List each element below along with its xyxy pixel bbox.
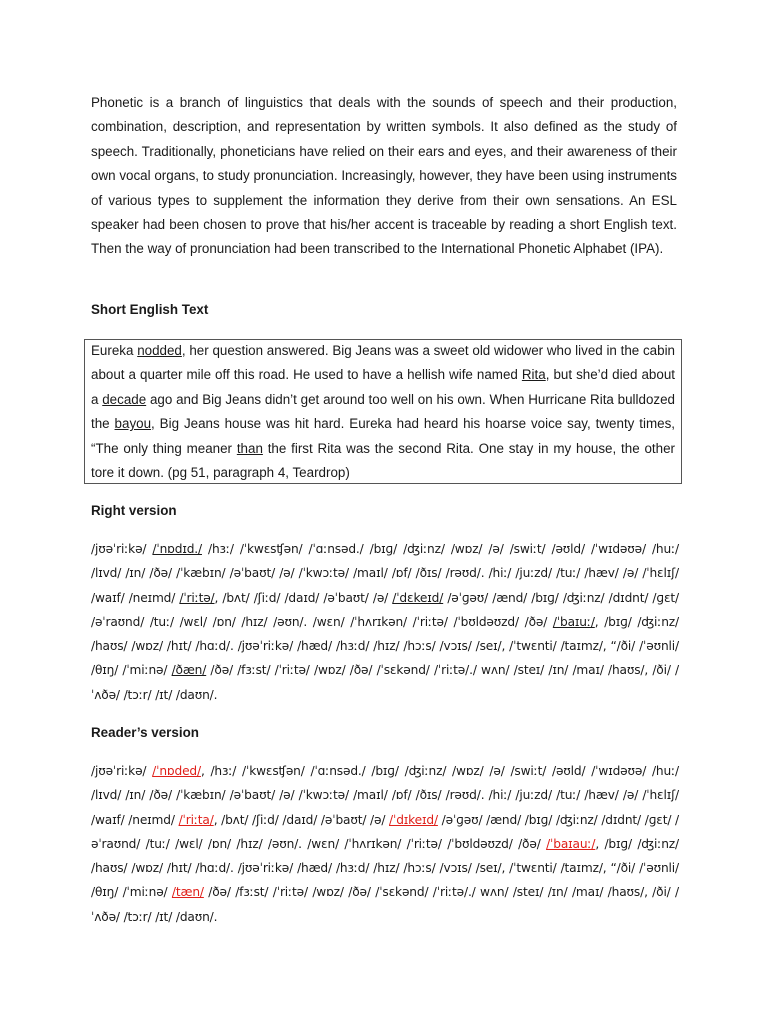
ipa-segment: /jʊəˈriːkə/: [91, 542, 153, 556]
ipa-segment: , /hɜː/ /ˈkwɛsʧən/ /ˈɑːnsəd./ /bɪɡ/ /ʤiːnz/ /wɒz/ /ə/ /swiːt/ /əʊld/ /ˈwɪdəʊə/ /huː/ /lɪvd/ /ɪn/ /ðə/ /ˈkæbɪn/ /əˈbaʊt/ /ə/ /ˈkwɔːtə/ /maɪl/ /ɒf/ /ðɪs/ /rəʊd/. /hiː/ /juːzd/ /tuː/ /hæv/ /ə/ /ˈhɛlɪʃ/ /waɪf/ /neɪmd/: [91, 764, 679, 827]
text-segment: , Big Jeans house was hit hard. Eureka had heard his hoarse voice say, twenty times, “The only thing meaner: [91, 416, 675, 456]
ipa-segment: /ðə/ /fɜːst/ /ˈriːtə/ /wɒz/ /ðə/ /ˈsɛkənd/ /ˈriːtə/./ wʌn/ /steɪ/ /ɪn/ /maɪ/ /haʊs/, /ði/ /ˈʌðə/ /tɔːr/ /ɪt/ /daʊn/.: [91, 663, 679, 702]
ipa-underlined-bayou: /ˈbaɪuː/: [552, 614, 595, 629]
text-segment: Eureka: [91, 343, 138, 358]
short-text-box: [84, 339, 682, 484]
ipa-error-nodded: /ˈnɒded/: [152, 764, 201, 778]
underlined-word-than: than: [236, 440, 263, 456]
right-version-heading: Right version: [91, 503, 177, 518]
underlined-word-decade: decade: [102, 391, 147, 407]
right-version-transcription: [91, 537, 679, 707]
ipa-error-bayou: /ˈbaɪauː/: [546, 836, 596, 851]
readers-version-heading: Reader’s version: [91, 725, 199, 740]
underlined-word-nodded: nodded: [137, 343, 182, 358]
ipa-segment: , /bʌt/ /ʃiːd/ /daɪd/ /əˈbaʊt/ /ə/: [213, 812, 390, 827]
text-segment: , but she’d died about a: [91, 367, 675, 407]
text-segment: , her question answered. Big Jeans was a sweet old widower who lived in the cabin about a quarter mile off this road. He used to have a hellish wife named: [91, 343, 675, 383]
ipa-underlined-nodded: /ˈnɒdɪd./: [152, 542, 202, 556]
ipa-error-decade: /ˈdɪkeɪd/: [389, 812, 438, 827]
ipa-segment: /əˈɡəʊ/ /ænd/ /bɪɡ/ /ʤiːnz/ /dɪdnt/ /ɡɛt/ /əˈraʊnd/ /tuː/ /wɛl/ /ɒn/ /hɪz/ /əʊn/. /wɛn/ /ˈhʌrɪkən/ /ˈriːtə/ /ˈbʊldəʊzd/ /ðə/: [91, 590, 680, 629]
ipa-underlined-than: /ðæn/: [171, 663, 207, 678]
text-segment: the first Rita was the second Rita. One stay in my house, the other tore it down. (pg 51, paragraph 4, Teardrop): [91, 440, 675, 481]
ipa-segment: /əˈɡəʊ/ /ænd/ /bɪɡ/ /ʤiːnz/ /dɪdnt/ /ɡɛt/ /əˈraʊnd/ /tuː/ /wɛl/ /ɒn/ /hɪz/ /əʊn/. /wɛn/ /ˈhʌrɪkən/ /ˈriːtə/ /ˈbʊldəʊzd/ /ðə/: [91, 812, 679, 851]
ipa-segment: /hɜː/ /ˈkwɛsʧən/ /ˈɑːnsəd./ /bɪɡ/ /ʤiːnz/ /wɒz/ /ə/ /swiːt/ /əʊld/ /ˈwɪdəʊə/ /huː/ /lɪvd/ /ɪn/ /ðə/ /ˈkæbɪn/ /əˈbaʊt/ /ə/ /ˈkwɔːtə/ /maɪl/ /ɒf/ /ðɪs/ /rəʊd/. /hiː/ /juːzd/ /tuː/ /hæv/ /ə/ /ˈhɛlɪʃ/ /waɪf/ /neɪmd/: [91, 542, 679, 605]
ipa-segment: , /bɪɡ/ /ʤiːnz/ /haʊs/ /wɒz/ /hɪt/ /hɑːd/. /jʊəˈriːkə/ /hæd/ /hɜːd/ /hɪz/ /hɔːs/ /vɔɪs/ /seɪ/, /ˈtwɛnti/ /taɪmz/, “/ði/ /ˈəʊnli/ /θɪŋ/ /ˈmiːnə/: [91, 614, 679, 678]
short-text-heading: Short English Text: [91, 302, 209, 317]
ipa-segment: /ðə/ /fɜːst/ /ˈriːtə/ /wɒz/ /ðə/ /ˈsɛkənd/ /ˈriːtə/./ wʌn/ /steɪ/ /ɪn/ /maɪ/ /haʊs/, /ði/ /ˈʌðə/ /tɔːr/ /ɪt/ /daʊn/.: [91, 885, 679, 924]
ipa-segment: , /bɪɡ/ /ʤiːnz/ /haʊs/ /wɒz/ /hɪt/ /hɑːd/. /jʊəˈriːkə/ /hæd/ /hɜːd/ /hɪz/ /hɔːs/ /vɔɪs/ /seɪ/, /ˈtwɛnti/ /taɪmz/, “/ði/ /ˈəʊnli/ /θɪŋ/ /ˈmiːnə/: [91, 836, 680, 900]
text-segment: ago and Big Jeans didn’t get around too well on his own. When Hurricane Rita bulldozed the: [91, 391, 675, 432]
ipa-underlined-decade: /ˈdɛkeɪd/: [392, 590, 444, 605]
ipa-underlined-rita: /ˈriːtə/: [179, 590, 215, 605]
intro-paragraph: Phonetic is a branch of linguistics that deals with the sounds of speech and their production, combination, description, and representation by written symbols. It also defined as the study of speech. Traditionally, phoneticians have relied on their ears and eyes, and their awareness of their own vocal organs, to study pronunciation. Increasingly, however, they have been using instruments of various types to supplement the information they derive from their own sensations. An ESL speaker had been chosen to prove that his/her accent is traceable by reading a short English text. Then the way of pronunciation had been transcribed to the International Phonetic Alphabet (IPA).: [91, 95, 677, 257]
underlined-word-rita: Rita: [521, 367, 546, 383]
ipa-error-than: /tæn/: [171, 885, 204, 900]
ipa-segment: /jʊəˈriːkə/: [91, 764, 153, 778]
short-text-body: [91, 339, 675, 485]
ipa-error-rita: /ˈriːta/: [178, 812, 214, 827]
ipa-segment: , /bʌt/ /ʃiːd/ /daɪd/ /əˈbaʊt/ /ə/: [214, 590, 393, 605]
readers-version-transcription: [91, 759, 679, 929]
underlined-word-bayou: bayou: [114, 416, 152, 432]
